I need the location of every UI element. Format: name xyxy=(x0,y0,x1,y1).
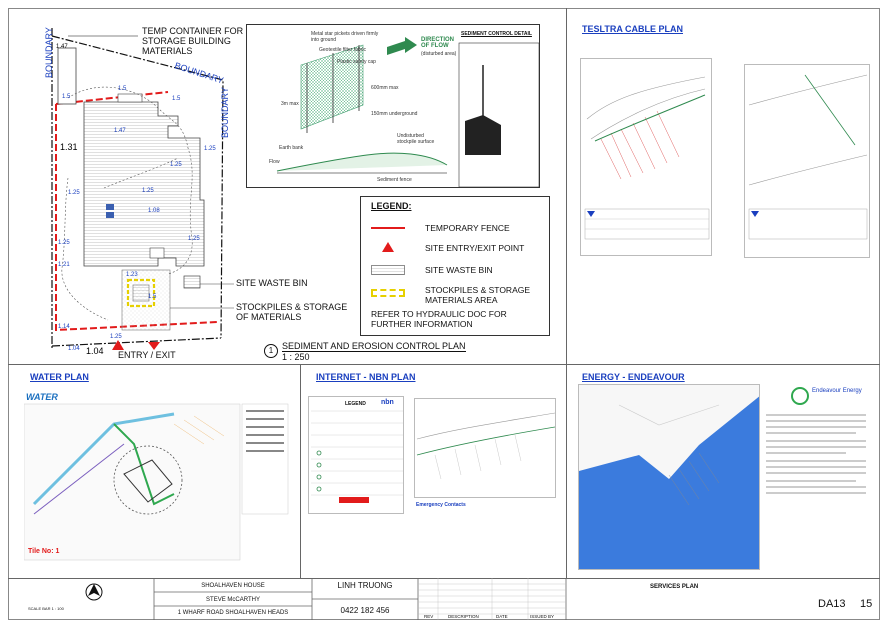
energy-brand: Endeavour Energy xyxy=(812,388,862,394)
site-plan-drawing xyxy=(8,8,248,364)
direction-of-flow: DIRECTION OF FLOW xyxy=(421,37,454,49)
svg-text:1.08: 1.08 xyxy=(148,208,160,214)
legend-fence-swatch xyxy=(371,227,405,229)
entry-exit-label: ENTRY / EXIT xyxy=(118,350,176,360)
sediment-detail-box: Metal star pickets driven firmly into ground Geotextile filter fabric Plastic safety cap 600mm max 150mm underground 3m max DIRECTION OF FLOW (disturbed area) SEDIMENT CONTROL DETAIL Earth bank Flow Undisturbed stockpile surface Sediment fence xyxy=(246,24,540,188)
water-panel-title: WATER PLAN xyxy=(30,372,89,382)
legend-entry-swatch xyxy=(381,241,395,253)
sheet-number: 15 xyxy=(860,598,873,610)
boundary-label-left: BOUNDARY xyxy=(44,27,54,78)
title-block-grid xyxy=(8,578,880,620)
plan-number-circle: 1 xyxy=(264,344,278,358)
svg-text:1.5: 1.5 xyxy=(118,86,127,92)
legend-box: LEGEND: TEMPORARY FENCE SITE ENTRY/EXIT POINT SITE WASTE BIN STOCKPILES & STORAGE MATERIALS AREA REFER TO HYDRAULIC DOC FOR FURTHER INFORMATION xyxy=(360,196,550,336)
telstra-thumb-2 xyxy=(744,64,870,258)
svg-text:1.25: 1.25 xyxy=(142,188,154,194)
designer-name: LINH TRUONG xyxy=(337,581,393,590)
water-thumb xyxy=(24,384,292,570)
designer-phone: 0422 182 456 xyxy=(340,606,390,615)
svg-text:1.25: 1.25 xyxy=(58,240,70,246)
energy-map-thumb xyxy=(578,384,760,570)
divider-h-mid xyxy=(8,364,880,365)
divider-v-bottom-1 xyxy=(300,364,301,578)
drawing-number: DA13 xyxy=(818,598,846,610)
legend-title: LEGEND: xyxy=(371,201,412,211)
svg-text:1.25: 1.25 xyxy=(110,334,122,340)
divider-v-right xyxy=(566,8,567,578)
water-tile-number: Tile No: 1 xyxy=(28,548,60,555)
legend-stockpile-swatch xyxy=(371,289,405,297)
site-address: 1 WHARF ROAD SHOALHAVEN HEADS xyxy=(177,610,289,616)
energy-panel-title: ENERGY - ENDEAVOUR xyxy=(582,372,685,382)
legend-bin-swatch xyxy=(371,265,405,275)
svg-text:1.14: 1.14 xyxy=(58,324,70,330)
boundary-label-right: BOUNDARY xyxy=(220,87,230,138)
svg-text:1.5: 1.5 xyxy=(62,94,71,100)
svg-text:1.25: 1.25 xyxy=(204,146,216,152)
sediment-control-detail-title: SEDIMENT CONTROL DETAIL xyxy=(461,31,532,37)
drawing-sheet: 1.47 1.5 1.5 1.31 1.47 1.25 1.25 1.25 1.08 1.25 1.25 1.21 1.23 1.5 1.14 1.04 1.04 1.25 1.5 1.25 BOUNDARY BOUNDARY BOUNDARY TEMP CONTAINER FOR STORAGE BUILDING MATERIALS SITE WASTE BIN STOCKPILES & STORAGE OF MATERIALS ENTRY / EXIT 1 SEDIMENT AND EROSION CONTROL PLAN 1 : 250 Metal star pickets driven firmly into ground Geotextile filter fabric Plastic safety cap 600mm max 150mm underground 3m max DIRECTION OF FLOW (disturbed area) SEDIMENT CONTROL DETAIL Earth bank Flow Undisturbed stockpile surface Sediment fence LEGEND: TEMPORARY FENCE SITE ENTRY/EXIT POINT SITE WASTE BIN STOCKPILES & STORAGE MATERIALS AREA REFER TO HYDRAULIC DOC FOR FURTHER INFORMATION TESLTRA CABLE PLAN WATER PLAN WATER Tile No: 1 INTERNET - NBN PLAN LEGEND nbn Emergency Contacts ENERGY - ENDEAVOUR Endeavour Energy SCALE BAR 1 : 100 SHOALHAVEN HOUSE STEVE McCARTHY 1 WHARF ROAD SHOALHAVEN HEADS LINH TRUONG 0422 182 456 REV DESCRIPTION DATE ISSUED BY SERVICES PLAN DA13 15 xyxy=(0,0,888,628)
nbn-brand: nbn xyxy=(381,399,394,406)
svg-text:1.5: 1.5 xyxy=(172,96,181,102)
legend-note: REFER TO HYDRAULIC DOC FOR FURTHER INFORMATION xyxy=(371,309,507,329)
svg-text:1.47: 1.47 xyxy=(114,128,126,134)
nbn-emergency-contacts: Emergency Contacts xyxy=(416,502,466,508)
client-name: STEVE McCARTHY xyxy=(206,597,260,603)
scale-bar-label: SCALE BAR 1 : 100 xyxy=(28,606,64,611)
nbn-map-thumb xyxy=(414,398,556,498)
internet-panel-title: INTERNET - NBN PLAN xyxy=(316,372,416,382)
water-brand: WATER xyxy=(26,392,58,402)
svg-text:1.04: 1.04 xyxy=(68,346,80,352)
svg-text:1.25: 1.25 xyxy=(68,190,80,196)
project-name: SHOALHAVEN HOUSE xyxy=(201,583,265,589)
svg-text:1.31: 1.31 xyxy=(60,142,78,152)
telstra-thumb-1 xyxy=(580,58,712,256)
site-waste-bin-label: SITE WASTE BIN xyxy=(236,278,308,288)
dim-147a: 1.47 xyxy=(56,44,68,50)
svg-text:1.04: 1.04 xyxy=(86,346,104,356)
svg-text:1.23: 1.23 xyxy=(126,272,138,278)
svg-text:1.5: 1.5 xyxy=(148,294,157,300)
boundary-label-top: BOUNDARY xyxy=(173,60,225,86)
telstra-panel-title: TESLTRA CABLE PLAN xyxy=(582,24,683,34)
sheet-title: SERVICES PLAN xyxy=(650,584,699,590)
nbn-legend-thumb: LEGEND nbn xyxy=(308,396,404,514)
svg-text:1.25: 1.25 xyxy=(188,236,200,242)
temp-container-label: TEMP CONTAINER FOR STORAGE BUILDING MATERIALS xyxy=(142,26,244,56)
svg-text:1.25: 1.25 xyxy=(170,162,182,168)
svg-text:1.21: 1.21 xyxy=(58,262,70,268)
energy-legend-thumb xyxy=(762,384,872,570)
stockpiles-label: STOCKPILES & STORAGE OF MATERIALS xyxy=(236,302,348,322)
plan-scale: 1 : 250 xyxy=(282,352,310,362)
plan-title: SEDIMENT AND EROSION CONTROL PLAN xyxy=(282,341,466,351)
